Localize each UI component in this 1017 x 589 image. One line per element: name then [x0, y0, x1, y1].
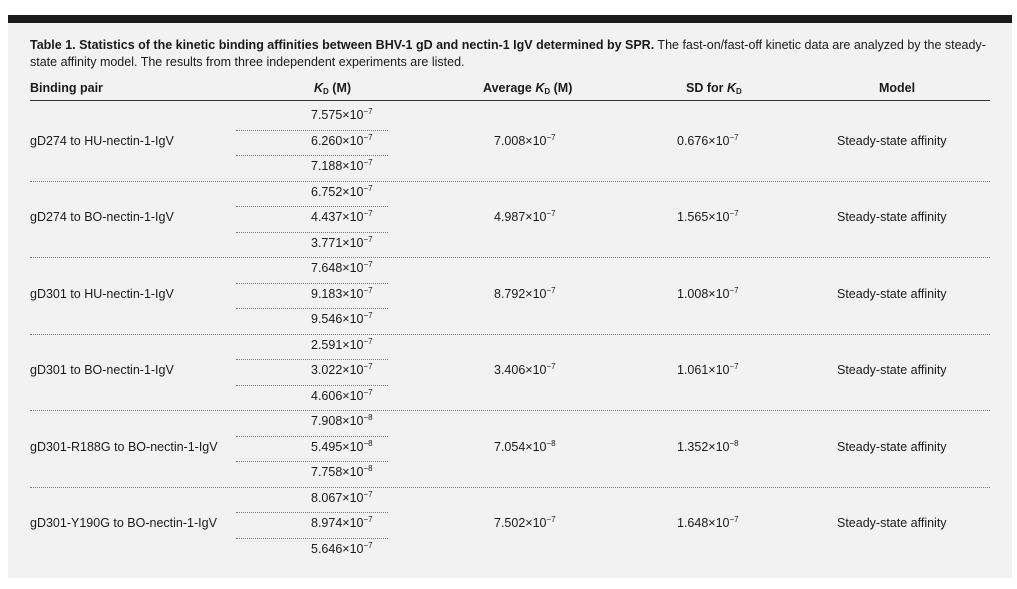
- times-sign: ×: [525, 133, 533, 148]
- kd-value-cell: $5.646\times 10^{-7}$: [311, 540, 373, 556]
- model-cell: Steady-state affinity: [837, 439, 947, 454]
- times-sign: ×: [342, 541, 350, 556]
- kd-sub-divider: [236, 206, 388, 207]
- kd-exponent: −7: [363, 336, 373, 346]
- sd-kd-cell: $1.352\times 10^{-8}$: [677, 438, 739, 454]
- kd-value-cell: $8.974\times 10^{-7}$: [311, 515, 373, 530]
- avg-mantissa: 7.008: [494, 133, 526, 148]
- times-sign: ×: [708, 133, 716, 148]
- header-sd-kd: [686, 81, 742, 95]
- group-divider: [30, 257, 990, 258]
- times-sign: ×: [342, 516, 350, 530]
- times-sign: ×: [525, 439, 533, 454]
- kd-mantissa: 5.495: [311, 439, 343, 454]
- times-sign: ×: [342, 414, 350, 428]
- header-avg-symbol: K: [535, 81, 545, 95]
- kd-exponent: −7: [363, 107, 373, 116]
- kd-mantissa: 2.591: [311, 337, 343, 352]
- times-sign: ×: [708, 439, 716, 454]
- kd-value-cell: $9.183\times 10^{-7}$: [311, 285, 373, 301]
- kd-exponent: −7: [363, 234, 373, 244]
- header-average-kd: [483, 81, 572, 95]
- group-divider: [30, 410, 990, 411]
- sd-kd-cell: $1.061\times 10^{-7}$: [677, 362, 739, 377]
- kd-exponent: −7: [363, 260, 373, 269]
- average-kd-cell: $8.792\times 10^{-7}$: [494, 285, 556, 301]
- times-sign: ×: [342, 465, 350, 479]
- avg-exponent: −7: [546, 132, 556, 142]
- kd-exponent: −7: [363, 158, 373, 167]
- kd-exponent: −7: [363, 183, 373, 193]
- kd-mantissa: 9.546: [311, 312, 343, 326]
- kd-mantissa: 7.575: [311, 108, 343, 122]
- kd-exponent: −8: [363, 438, 373, 448]
- avg-mantissa: 8.792: [494, 286, 526, 301]
- average-kd-cell: $3.406\times 10^{-7}$: [494, 362, 556, 377]
- times-sign: ×: [342, 159, 350, 173]
- kd-value-cell: $3.022\times 10^{-7}$: [311, 362, 373, 377]
- sd-exponent: −7: [729, 515, 739, 524]
- header-avg-unit: (M): [550, 81, 573, 95]
- model-cell: Steady-state affinity: [837, 363, 947, 377]
- group-divider: [30, 334, 990, 335]
- times-sign: ×: [342, 184, 350, 199]
- model-cell: Steady-state affinity: [837, 286, 947, 301]
- kd-mantissa: 9.183: [311, 286, 343, 301]
- kd-mantissa: 6.752: [311, 184, 343, 199]
- kd-mantissa: 6.260: [311, 133, 343, 148]
- kd-exponent: −7: [363, 132, 373, 142]
- avg-mantissa: 3.406: [494, 363, 526, 377]
- kd-value-cell: $3.771\times 10^{-7}$: [311, 234, 373, 250]
- times-sign: ×: [342, 108, 350, 122]
- binding-pair-cell: gD274 to HU-nectin-1-IgV: [30, 133, 174, 148]
- header-rule: [30, 100, 990, 101]
- kd-sub-divider: [236, 283, 388, 284]
- kd-value-cell: $5.495\times 10^{-8}$: [311, 438, 373, 454]
- header-sd-prefix: SD for: [686, 81, 727, 95]
- table-header-row: [30, 81, 990, 98]
- kd-sub-divider: [236, 359, 388, 360]
- kd-mantissa: 8.974: [311, 516, 343, 530]
- kd-sub-divider: [236, 461, 388, 462]
- times-sign: ×: [525, 286, 533, 301]
- sd-mantissa: 1.565: [677, 210, 709, 224]
- kd-value-cell: $4.437\times 10^{-7}$: [311, 209, 373, 224]
- kd-value-cell: $7.648\times 10^{-7}$: [311, 260, 373, 275]
- kd-mantissa: 5.646: [311, 541, 343, 556]
- kd-value-cell: $7.575\times 10^{-7}$: [311, 107, 373, 122]
- binding-pair-cell: gD301-Y190G to BO-nectin-1-IgV: [30, 516, 217, 530]
- kd-value-cell: $6.752\times 10^{-7}$: [311, 183, 373, 199]
- times-sign: ×: [342, 261, 350, 275]
- sd-mantissa: 0.676: [677, 133, 709, 148]
- group-divider: [30, 487, 990, 488]
- header-kd-symbol: K: [314, 81, 324, 95]
- sd-exponent: −7: [729, 132, 739, 142]
- times-sign: ×: [708, 210, 716, 224]
- model-cell: Steady-state affinity: [837, 210, 947, 224]
- header-model: Model: [879, 81, 916, 95]
- kd-value-cell: $9.546\times 10^{-7}$: [311, 311, 373, 326]
- times-sign: ×: [342, 133, 350, 148]
- header-kd-unit: (M): [328, 81, 352, 95]
- kd-sub-divider: [236, 130, 388, 131]
- kd-exponent: −8: [363, 413, 373, 422]
- kd-value-cell: $8.067\times 10^{-7}$: [311, 489, 373, 505]
- kd-exponent: −7: [363, 515, 373, 524]
- kd-value-cell: $4.606\times 10^{-7}$: [311, 387, 373, 403]
- times-sign: ×: [342, 210, 350, 224]
- average-kd-cell: $7.008\times 10^{-7}$: [494, 132, 556, 148]
- times-sign: ×: [525, 210, 533, 224]
- kd-exponent: −7: [363, 311, 373, 320]
- header-binding-pair: Binding pair: [30, 81, 103, 95]
- kd-exponent: −7: [363, 540, 373, 550]
- times-sign: ×: [342, 363, 350, 377]
- kd-sub-divider: [236, 538, 388, 539]
- header-avg-prefix: Average: [483, 81, 536, 95]
- kd-sub-divider: [236, 155, 388, 156]
- header-sd-subscript: D: [736, 87, 742, 96]
- binding-pair-cell: gD301 to HU-nectin-1-IgV: [30, 286, 174, 301]
- binding-pair-cell: gD274 to BO-nectin-1-IgV: [30, 210, 174, 224]
- binding-pair-cell: gD301 to BO-nectin-1-IgV: [30, 363, 174, 377]
- sd-exponent: −7: [729, 209, 739, 218]
- times-sign: ×: [708, 286, 716, 301]
- kd-mantissa: 7.758: [311, 465, 343, 479]
- avg-exponent: −7: [546, 515, 556, 524]
- times-sign: ×: [342, 286, 350, 301]
- times-sign: ×: [525, 516, 533, 530]
- average-kd-cell: $4.987\times 10^{-7}$: [494, 209, 556, 224]
- header-sd-symbol: K: [726, 81, 737, 95]
- times-sign: ×: [342, 337, 350, 352]
- model-cell: Steady-state affinity: [837, 516, 947, 530]
- sd-mantissa: 1.008: [677, 286, 709, 301]
- sd-exponent: −7: [729, 285, 739, 295]
- sd-mantissa: 1.648: [677, 516, 709, 530]
- times-sign: ×: [342, 490, 350, 505]
- avg-mantissa: 4.987: [494, 210, 526, 224]
- kd-exponent: −7: [363, 387, 373, 397]
- sd-mantissa: 1.061: [677, 363, 709, 377]
- avg-mantissa: 7.054: [494, 439, 526, 454]
- avg-exponent: −7: [546, 285, 556, 295]
- times-sign: ×: [342, 312, 350, 326]
- kd-value-cell: $6.260\times 10^{-7}$: [311, 132, 373, 148]
- kd-mantissa: 7.908: [311, 414, 343, 428]
- times-sign: ×: [342, 439, 350, 454]
- kd-exponent: −7: [363, 285, 373, 295]
- caption-text: The fast-on/fast-off kinetic data are analyzed by the steady-state affinity model. The results from three independent experiments are listed.: [30, 38, 986, 69]
- sd-mantissa: 1.352: [677, 439, 709, 454]
- sd-kd-cell: $1.565\times 10^{-7}$: [677, 209, 739, 224]
- kd-value-cell: $2.591\times 10^{-7}$: [311, 336, 373, 352]
- kd-exponent: −7: [363, 209, 373, 218]
- times-sign: ×: [708, 516, 716, 530]
- kd-exponent: −8: [363, 464, 373, 473]
- header-kd-subscript: D: [323, 87, 329, 96]
- sd-kd-cell: $1.008\times 10^{-7}$: [677, 285, 739, 301]
- times-sign: ×: [708, 363, 716, 377]
- top-rule-bar: [8, 15, 1012, 23]
- kd-sub-divider: [236, 308, 388, 309]
- kd-exponent: −7: [363, 489, 373, 499]
- kd-mantissa: 3.771: [311, 235, 343, 250]
- sd-exponent: −8: [729, 438, 739, 448]
- header-avg-subscript: D: [544, 87, 551, 96]
- kd-mantissa: 4.606: [311, 388, 343, 403]
- header-kd: [314, 81, 351, 95]
- binding-pair-cell: gD301-R188G to BO-nectin-1-IgV: [30, 439, 218, 454]
- avg-exponent: −8: [546, 438, 556, 448]
- kd-value-cell: $7.188\times 10^{-7}$: [311, 158, 373, 173]
- kd-exponent: −7: [363, 362, 373, 371]
- average-kd-cell: $7.054\times 10^{-8}$: [494, 438, 556, 454]
- kd-mantissa: 3.022: [311, 363, 343, 377]
- avg-exponent: −7: [546, 362, 556, 371]
- times-sign: ×: [342, 388, 350, 403]
- caption-label: Table 1. Statistics of the kinetic binding affinities between BHV-1 gD and nectin-1 IgV determined by SPR.: [30, 38, 655, 52]
- kd-mantissa: 7.648: [311, 261, 343, 275]
- times-sign: ×: [342, 235, 350, 250]
- kd-sub-divider: [236, 385, 388, 386]
- kd-value-cell: $7.908\times 10^{-8}$: [311, 413, 373, 428]
- sd-kd-cell: $0.676\times 10^{-7}$: [677, 132, 739, 148]
- kd-sub-divider: [236, 436, 388, 437]
- table-panel: [8, 23, 1012, 578]
- times-sign: ×: [525, 363, 533, 377]
- avg-mantissa: 7.502: [494, 516, 526, 530]
- kd-value-cell: $7.758\times 10^{-8}$: [311, 464, 373, 479]
- kd-sub-divider: [236, 232, 388, 233]
- model-cell: Steady-state affinity: [837, 133, 947, 148]
- average-kd-cell: $7.502\times 10^{-7}$: [494, 515, 556, 530]
- group-divider: [30, 181, 990, 182]
- kd-mantissa: 7.188: [311, 159, 343, 173]
- sd-kd-cell: $1.648\times 10^{-7}$: [677, 515, 739, 530]
- table-caption: [30, 37, 990, 71]
- kd-mantissa: 4.437: [311, 210, 343, 224]
- kd-mantissa: 8.067: [311, 490, 343, 505]
- kd-sub-divider: [236, 512, 388, 513]
- avg-exponent: −7: [546, 209, 556, 218]
- sd-exponent: −7: [729, 362, 739, 371]
